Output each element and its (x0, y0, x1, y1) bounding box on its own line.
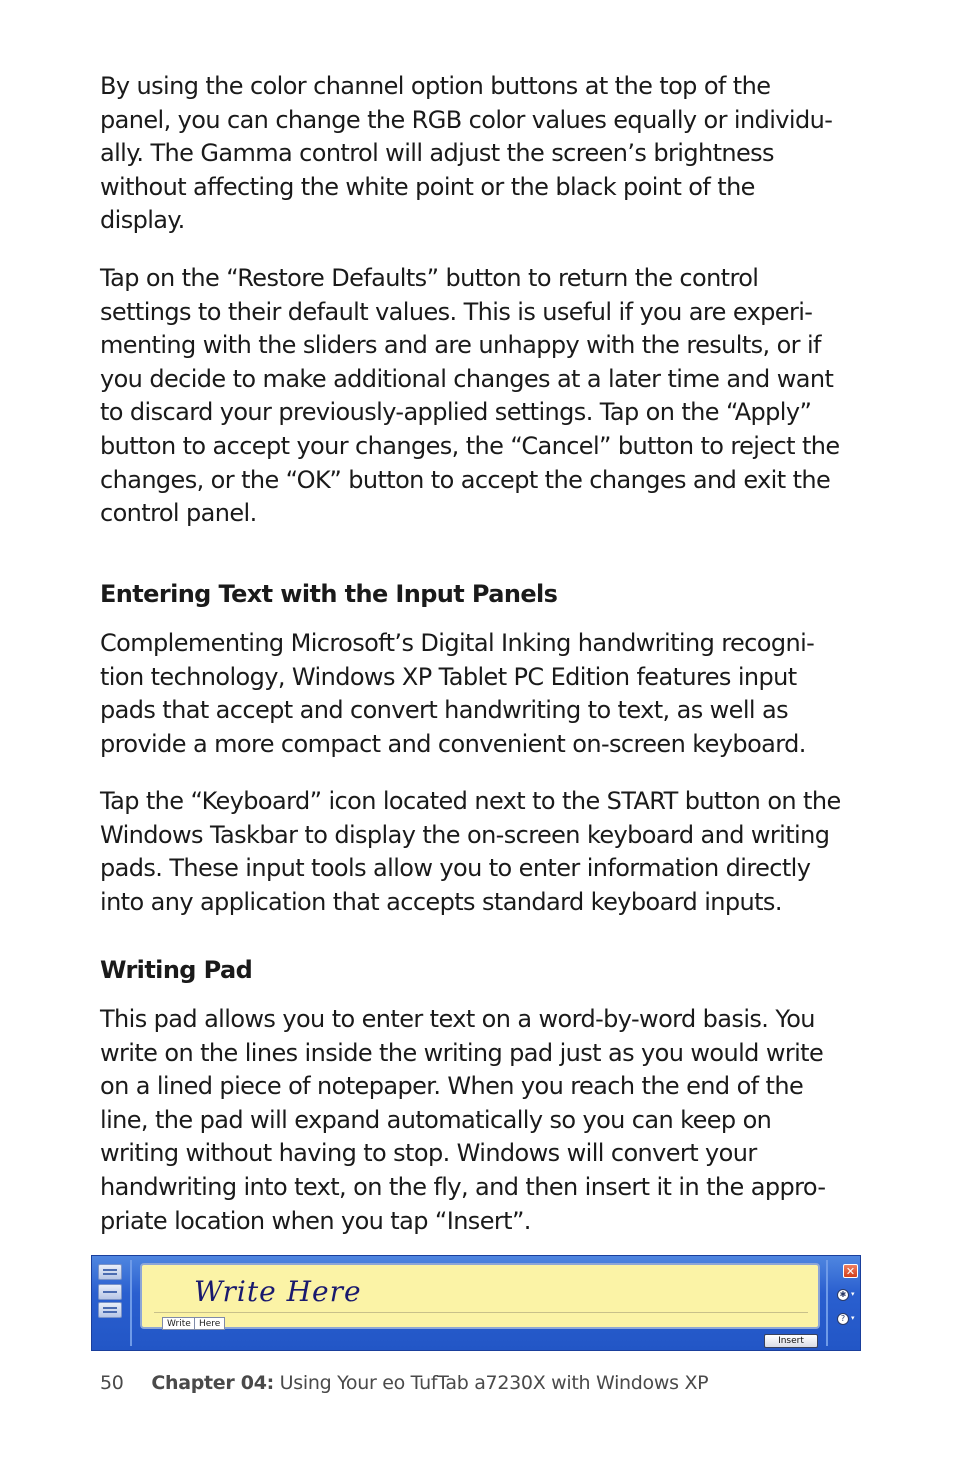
paragraph-writing-pad: This pad allows you to enter text on a word-by-word basis. You write on the lines inside the writing pad just as you would write on a lined piece of notepaper. When you reach the end of the line, the pad will expand automatically so you can keep on writing without having to stop. Windows will convert your handwriting into text, on the fly, and then insert it in the appro- priate location when you tap “Insert”. (100, 1005, 826, 1235)
chevron-down-icon[interactable]: ▾ (851, 1290, 855, 1298)
recognized-word-chip[interactable]: Here (194, 1317, 225, 1330)
section-heading-input-panels: Entering Text with the Input Panels (100, 580, 558, 608)
recognized-word-chip[interactable]: Write (162, 1317, 196, 1330)
help-icon[interactable]: ? (837, 1313, 849, 1325)
paragraph-keyboard-icon: Tap the “Keyboard” icon located next to the START button on the Windows Taskbar to display the on-screen keyboard and writing pads. These input tools allow you to enter information directly into any application that accepts standard keyboard inputs. (100, 787, 841, 916)
writing-area[interactable] (140, 1263, 820, 1329)
paragraph-digital-inking: Complementing Microsoft’s Digital Inking handwriting recogni- tion technology, Windows XP Tablet PC Edition features input pads that accept and convert handwriting to text, as well as provide a more compact and convenient on-screen keyboard. (100, 629, 815, 758)
section-heading-writing-pad: Writing Pad (100, 956, 253, 984)
gear-icon[interactable]: ✱ (837, 1289, 849, 1301)
insert-button[interactable]: Insert (764, 1334, 818, 1348)
writing-pad-mode-icon[interactable] (98, 1264, 122, 1280)
page-footer (100, 1372, 708, 1394)
writing-pad-screenshot (91, 1255, 861, 1351)
keyboard-mode-icon[interactable] (98, 1302, 122, 1318)
pad-mode-buttons (98, 1262, 124, 1344)
writing-baseline (154, 1312, 808, 1313)
chapter-label: Chapter 04: (151, 1372, 274, 1394)
divider (130, 1260, 132, 1346)
character-pad-mode-icon[interactable] (98, 1284, 122, 1300)
divider (826, 1260, 828, 1346)
close-icon[interactable]: ✕ (843, 1264, 858, 1278)
handwriting-ink: Write Here (194, 1275, 362, 1308)
page-number: 50 (100, 1372, 124, 1394)
chevron-down-icon[interactable]: ▾ (851, 1314, 855, 1322)
chapter-title: Using Your eo TufTab a7230X with Windows XP (279, 1372, 709, 1394)
paragraph-color-channels: By using the color channel option buttons at the top of the panel, you can change the RGB color values equally or individu- ally. The Gamma control will adjust the screen’s brightness without affecting the white point or the black point of the display. (100, 72, 833, 235)
paragraph-restore-defaults: Tap on the “Restore Defaults” button to return the control settings to their default values. This is useful if you are experi- menting with the sliders and are unhappy with the results, or if you decide to make additional changes at a later time and want to discard your previously-applied settings. Tap on the “Apply” button to accept your changes, the “Cancel” button to reject the changes, or the “OK” button to accept the changes and exit the control panel. (100, 264, 840, 528)
